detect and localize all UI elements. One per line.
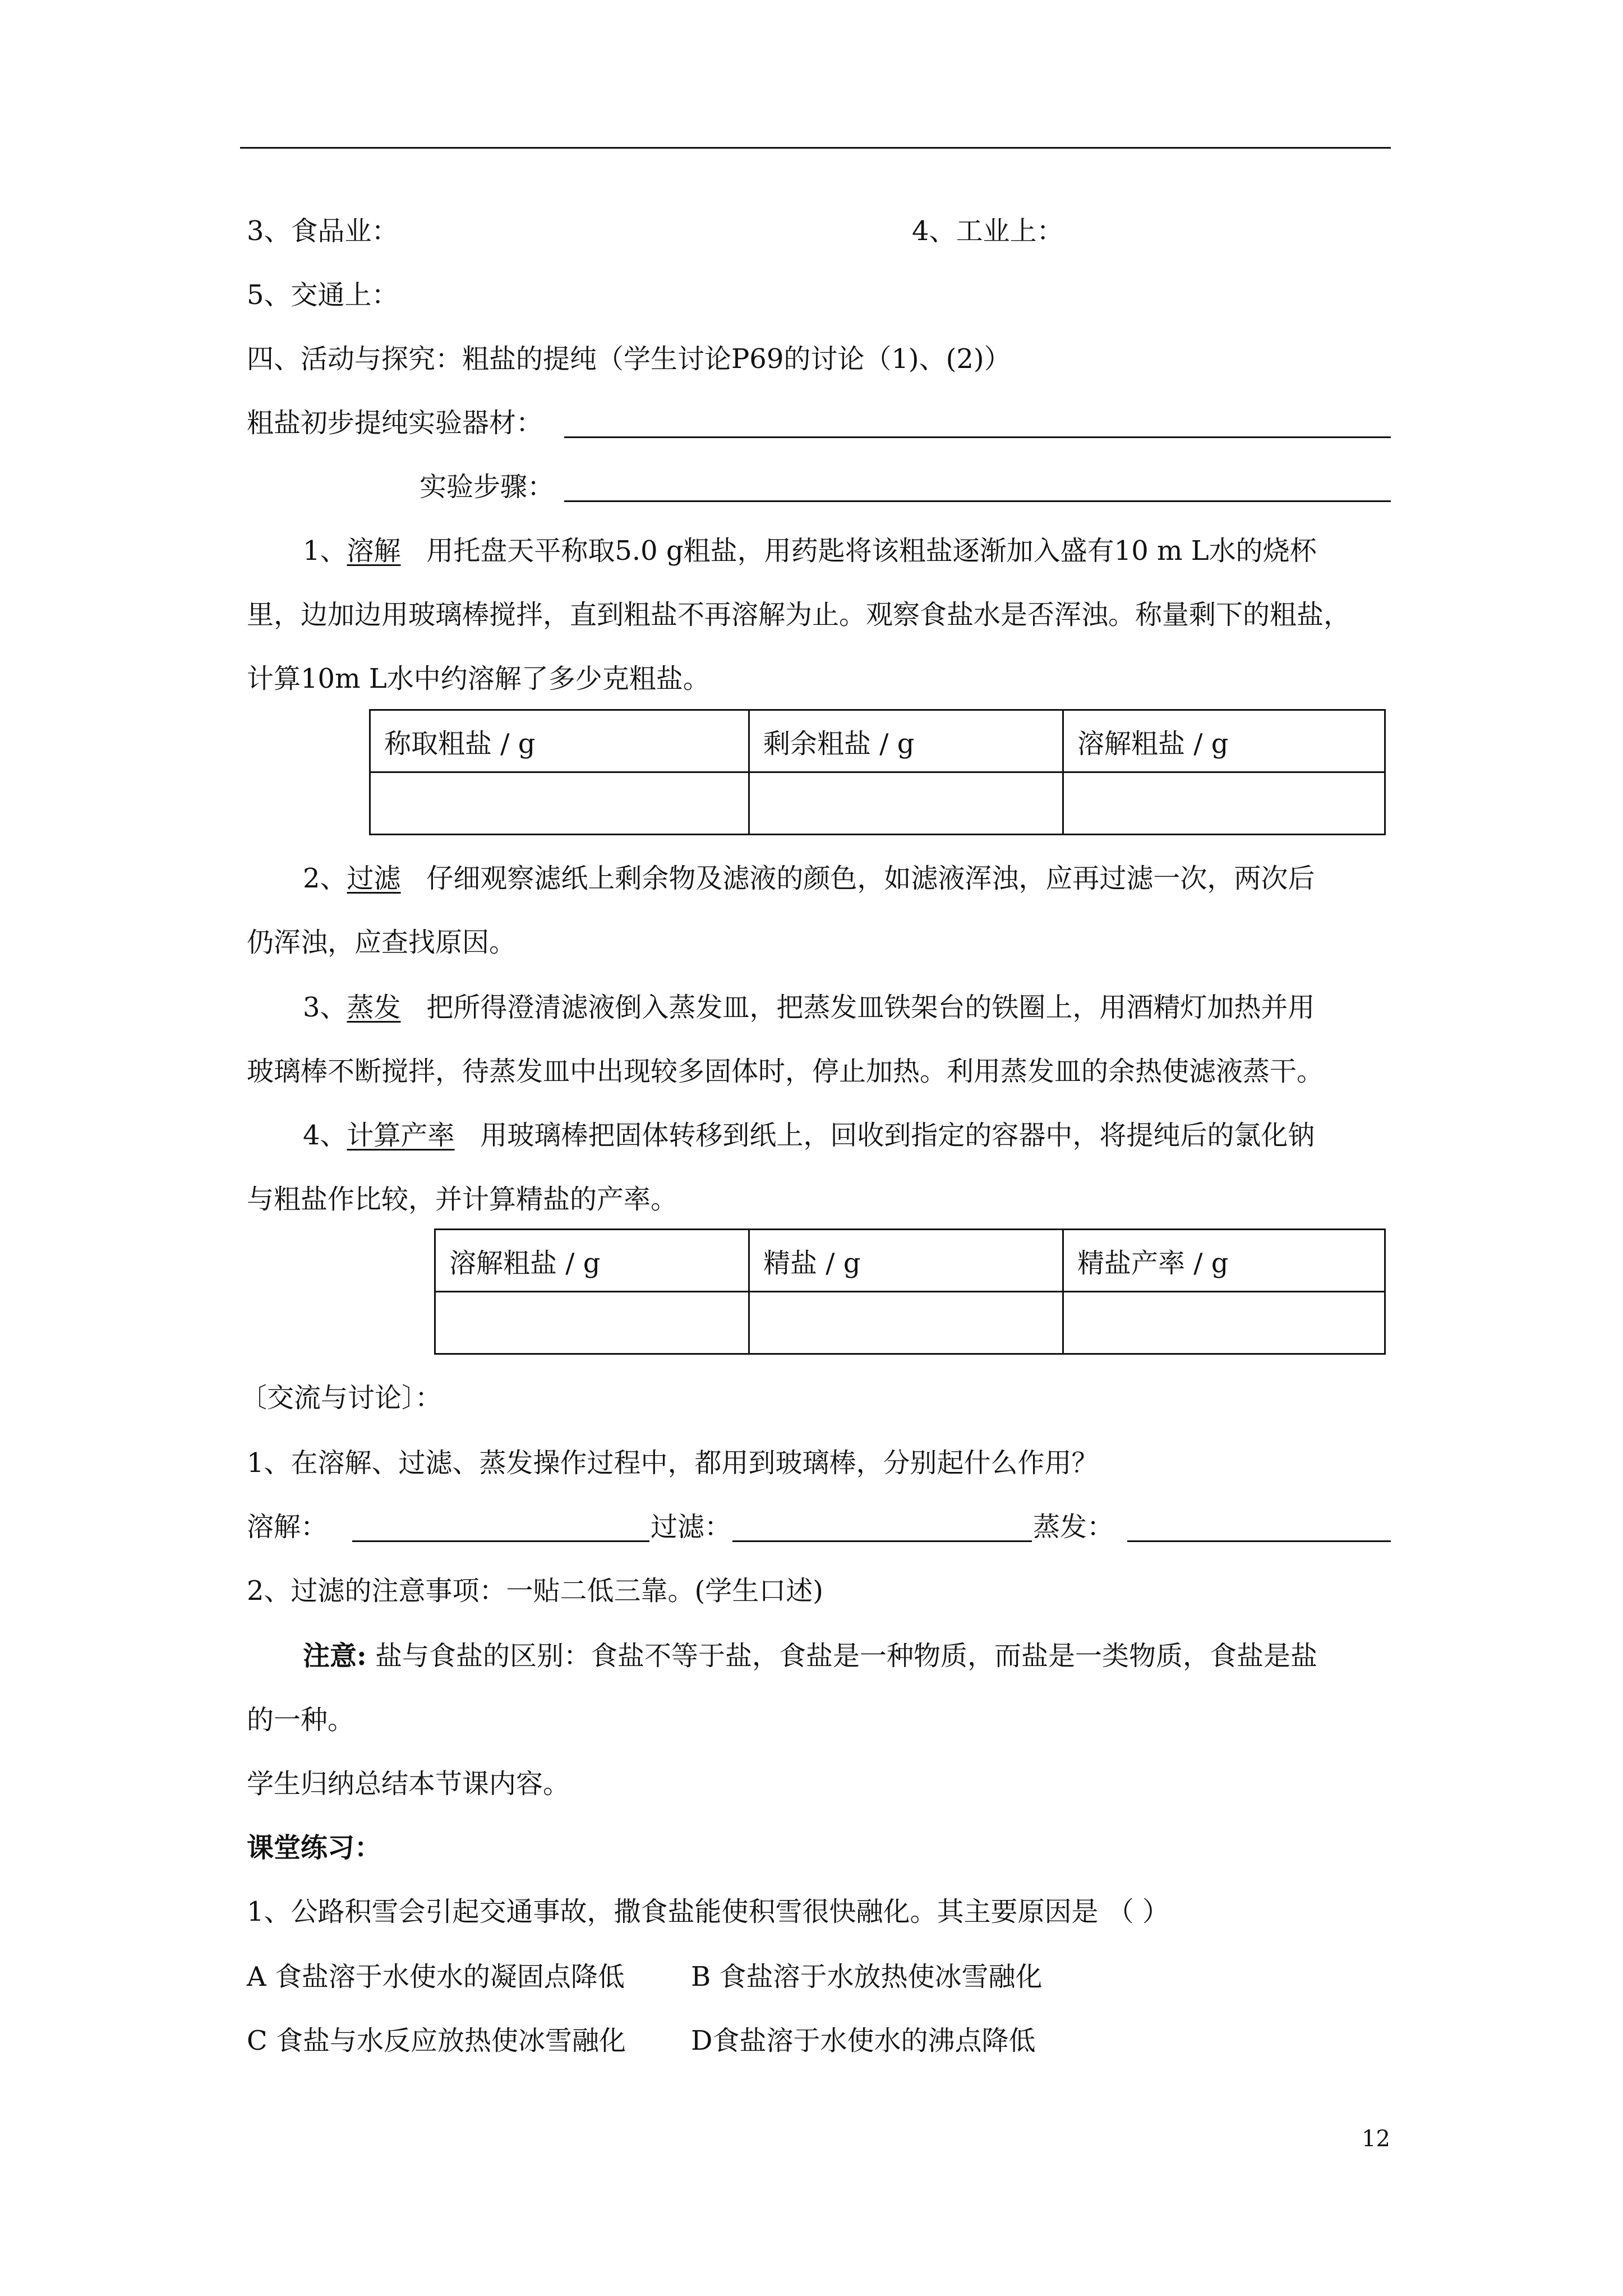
steps-blank-line	[564, 500, 1391, 502]
note-text: 盐与食盐的区别：食盐不等于盐，食盐是一种物质，而盐是一类物质，食盐是盐	[375, 1640, 1318, 1672]
discussion-question-1: 1、在溶解、过滤、蒸发操作过程中，都用到玻璃棒，分别起什么作用？	[247, 1447, 1099, 1479]
equipment-label: 粗盐初步提纯实验器材：	[247, 407, 543, 439]
step-4-line-2: 与粗盐作比较，并计算精盐的产率。	[247, 1184, 678, 1215]
exercise-title: 课堂练习：	[247, 1832, 382, 1864]
table-header-cell: 精盐产率 / g	[1063, 1230, 1385, 1292]
evaporate-label: 蒸发：	[1033, 1511, 1114, 1543]
table-header-cell: 溶解粗盐 / g	[1063, 710, 1385, 772]
note-line-1	[303, 1639, 1317, 1673]
table-row	[370, 710, 1385, 772]
activity-title: 四、活动与探究：粗盐的提纯（学生讨论P69的讨论（1)、(2)）	[247, 343, 1011, 375]
table-empty-cell[interactable]	[1063, 1292, 1385, 1354]
step-4-line-1	[303, 1119, 1315, 1152]
yield-table	[434, 1228, 1386, 1355]
step-3-line-2: 玻璃棒不断搅拌，待蒸发皿中出现较多固体时，停止加热。利用蒸发皿的余热使滤液蒸干。	[247, 1056, 1324, 1087]
dissolve-label: 溶解：	[247, 1511, 328, 1543]
step-4-text: 用玻璃棒把固体转移到纸上，回收到指定的容器中，将提纯后的氯化钠	[480, 1120, 1315, 1151]
option-d: D食盐溶于水使水的沸点降低	[691, 2025, 1036, 2056]
discussion-title: 〔交流与讨论〕：	[240, 1382, 442, 1414]
equipment-blank-line	[564, 436, 1391, 438]
table-header-cell: 称取粗盐 / g	[370, 710, 749, 772]
step-1-text: 用托盘天平称取5.0 g粗盐，用药匙将该粗盐逐渐加入盛有10 m L水的烧杯	[426, 535, 1317, 567]
step-2-line-1	[303, 862, 1315, 895]
item-industry: 4、工业上：	[912, 215, 1064, 247]
step-1-name: 溶解	[347, 535, 401, 567]
filter-label: 过滤：	[651, 1511, 732, 1543]
weighing-table	[369, 709, 1386, 835]
step-1-line-1	[303, 534, 1317, 568]
table-empty-cell[interactable]	[1063, 772, 1385, 835]
step-3-line-1	[303, 991, 1315, 1024]
step-4-name: 计算产率	[347, 1120, 455, 1151]
step-3-number: 3、	[303, 992, 347, 1023]
table-row	[435, 1292, 1385, 1354]
table-row	[435, 1230, 1385, 1292]
header-rule	[240, 147, 1391, 149]
summary-text: 学生归纳总结本节课内容。	[247, 1768, 570, 1800]
table-row	[370, 772, 1385, 835]
step-2-name: 过滤	[347, 863, 401, 894]
note-line-2: 的一种。	[247, 1704, 355, 1736]
option-a: A 食盐溶于水使水的凝固点降低	[247, 1961, 625, 1993]
step-2-line-2: 仍浑浊，应查找原因。	[247, 927, 517, 958]
table-empty-cell[interactable]	[370, 772, 749, 835]
evaporate-blank-line	[1127, 1540, 1391, 1542]
step-4-number: 4、	[303, 1120, 347, 1151]
dissolve-blank-line	[352, 1540, 649, 1542]
step-1-line-3: 计算10m L水中约溶解了多少克粗盐。	[247, 663, 710, 694]
exercise-question-1: 1、公路积雪会引起交通事故，撒食盐能使积雪很快融化。其主要原因是 （ ）	[247, 1896, 1170, 1927]
table-header-cell: 精盐 / g	[749, 1230, 1063, 1292]
item-food: 3、食品业：	[247, 215, 399, 247]
option-c: C 食盐与水反应放热使冰雪融化	[247, 2025, 626, 2056]
table-empty-cell[interactable]	[749, 1292, 1063, 1354]
table-empty-cell[interactable]	[749, 772, 1063, 835]
discussion-question-2: 2、过滤的注意事项：一贴二低三靠。(学生口述)	[247, 1575, 823, 1607]
filter-blank-line	[732, 1540, 1032, 1542]
steps-label: 实验步骤：	[419, 471, 555, 503]
option-b: B 食盐溶于水放热使冰雪融化	[691, 1961, 1043, 1993]
step-1-number: 1、	[303, 535, 347, 567]
item-traffic: 5、交通上：	[247, 279, 399, 311]
step-3-name: 蒸发	[347, 992, 401, 1023]
note-label: 注意:	[303, 1640, 367, 1672]
step-1-line-2: 里，边加边用玻璃棒搅拌，直到粗盐不再溶解为止。观察食盐水是否浑浊。称量剩下的粗盐，	[247, 599, 1351, 631]
table-header-cell: 溶解粗盐 / g	[435, 1230, 749, 1292]
step-2-text: 仔细观察滤纸上剩余物及滤液的颜色，如滤液浑浊，应再过滤一次，两次后	[426, 863, 1315, 894]
step-2-number: 2、	[303, 863, 347, 894]
table-empty-cell[interactable]	[435, 1292, 749, 1354]
table-header-cell: 剩余粗盐 / g	[749, 710, 1063, 772]
step-3-text: 把所得澄清滤液倒入蒸发皿，把蒸发皿铁架台的铁圈上，用酒精灯加热并用	[426, 992, 1315, 1023]
page-number: 12	[1362, 2126, 1390, 2152]
